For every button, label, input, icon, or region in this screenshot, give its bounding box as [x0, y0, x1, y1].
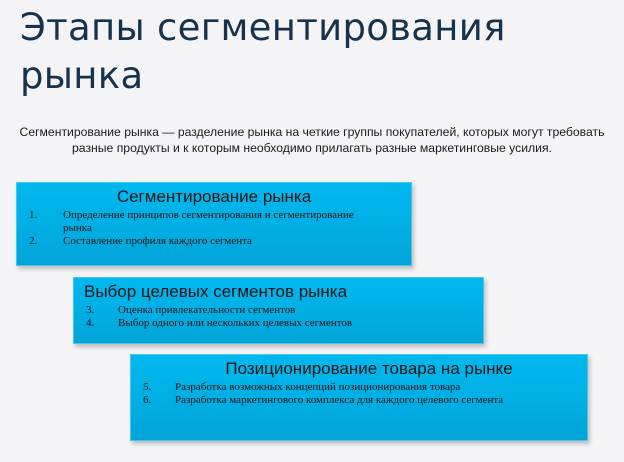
item-text: Составление профиля каждого сегмента	[63, 235, 252, 247]
list-item	[143, 381, 573, 394]
stage-list	[17, 209, 411, 248]
stage-list	[131, 381, 587, 407]
list-item	[29, 235, 381, 248]
list-item	[86, 317, 473, 330]
stage-box-positioning	[130, 354, 588, 441]
item-number: 1.	[29, 209, 38, 221]
item-number: 6.	[143, 394, 152, 406]
definition-text: Сегментирование рынка — разделение рынка на четкие группы покупателей, которых могут требовать разные продукты и к которым необходимо прилагать разные маркетинговые усилия.	[19, 125, 605, 155]
stage-box-segmentation	[16, 182, 412, 266]
item-number: 5.	[143, 381, 152, 393]
stage-box-targeting	[73, 277, 484, 344]
stage-title: Сегментирование рынка	[116, 187, 312, 206]
stage-list	[74, 304, 483, 330]
item-text: Разработка возможных концепций позиционирования товара	[175, 381, 461, 393]
stage-title: Выбор целевых сегментов рынка	[84, 282, 348, 301]
item-number: 3.	[86, 304, 95, 316]
list-item	[86, 304, 473, 317]
slide-title: Этапы сегментирования рынка	[20, 6, 506, 97]
item-text: Определение принципов сегментирования и сегментирование рынка	[63, 209, 354, 234]
item-text: Выбор одного или нескольких целевых сегментов	[118, 317, 353, 329]
item-text: Оценка привлекательности сегментов	[118, 304, 296, 316]
item-number: 4.	[86, 317, 95, 329]
item-text: Разработка маркетингового комплекса для каждого целевого сегмента	[175, 394, 504, 406]
list-item	[29, 209, 381, 235]
list-item	[143, 394, 573, 407]
item-number: 2.	[29, 235, 38, 247]
stage-title: Позиционирование товара на рынке	[225, 359, 513, 378]
